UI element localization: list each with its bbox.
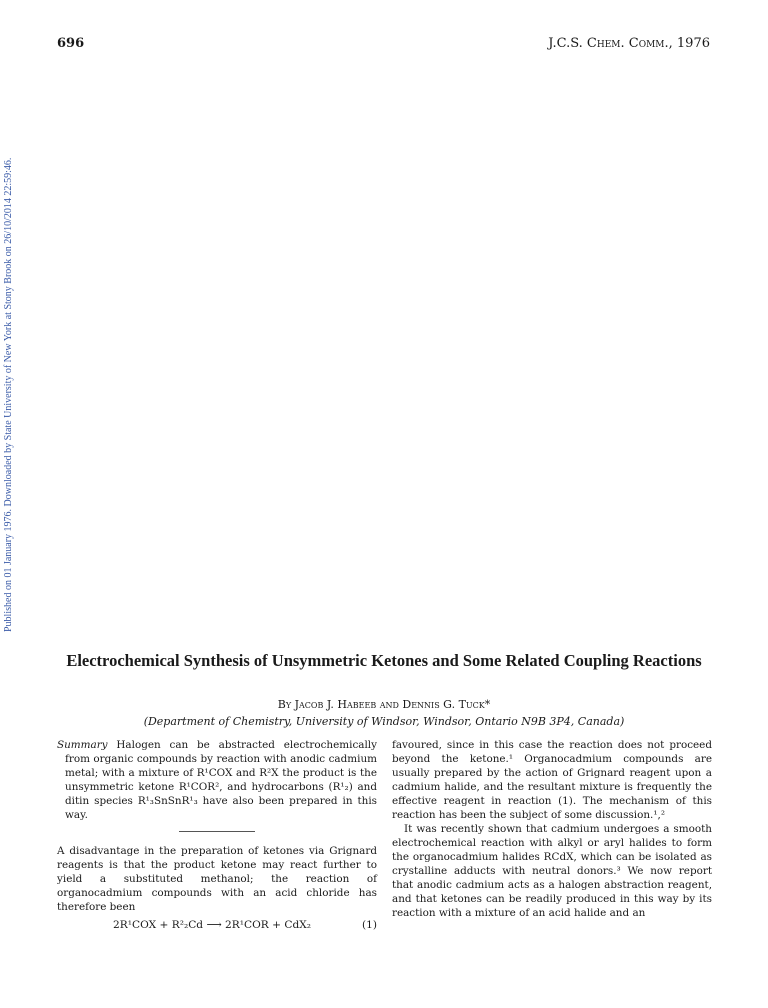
section-divider bbox=[179, 831, 255, 832]
body-paragraph-right-2: It was recently shown that cadmium undergoes a smooth electrochemical reaction with alkyl or aryl halides to form the organocadmium halides RCdX, which can be isolated as crystalline adducts with neutral donors.³ We now report that anodic cadmium acts as a halogen abstraction reagent, and that ketones can be readily produced in this way by its reaction with a mixture of an acid halide and an bbox=[392, 823, 712, 919]
body-paragraph-right-1: favoured, since in this case the reaction does not proceed beyond the ketone.¹ Organocadmium compounds are usually prepared by the action of Grignard reagent upon a cadmium halide, and the resultant mixture is frequently the effective reagent in reaction (1). The mechanism of this reaction has been the subject of some discussion.¹,² bbox=[392, 739, 712, 821]
article-title: Electrochemical Synthesis of Unsymmetric Ketones and Some Related Coupling Reactions bbox=[66, 651, 702, 670]
affiliation: (Department of Chemistry, University of Windsor, Windsor, Ontario N9B 3P4, Canada) bbox=[143, 715, 625, 728]
summary-text: Halogen can be abstracted electrochemically from organic compounds by reaction with anodic cadmium metal; with a mixture of R¹COX and R²X the product is the unsymmetric ketone R¹COR², and hydrocarbons (R¹₂) and ditin species R¹₃SnSnR¹₃ have also been prepared in this way. bbox=[65, 739, 377, 821]
summary-block bbox=[57, 738, 377, 822]
equation-expression: 2R¹COX + R²₂Cd ⟶ 2R¹COR + CdX₂ bbox=[113, 919, 312, 931]
summary-label: Summary bbox=[57, 739, 108, 751]
equation-1 bbox=[57, 918, 377, 932]
journal-header: J.C.S. Chem. Comm., 1976 bbox=[548, 36, 710, 51]
body-paragraph-left: A disadvantage in the preparation of ketones via Grignard reagents is that the product ketone may react further to yield a substituted methanol; the reaction of organocadmium compounds with an acid chloride has therefore been bbox=[57, 845, 377, 913]
download-notice[interactable]: Published on 01 January 1976. Downloaded by State University of New York at Stony Brook on 26/10/2014 22:59:46. bbox=[3, 157, 14, 632]
page-number: 696 bbox=[57, 36, 85, 51]
equation-number: (1) bbox=[361, 919, 377, 931]
authors-byline: By Jacob J. Habeeb and Dennis G. Tuck* bbox=[277, 698, 491, 711]
right-column bbox=[392, 738, 712, 920]
left-column bbox=[57, 738, 377, 932]
